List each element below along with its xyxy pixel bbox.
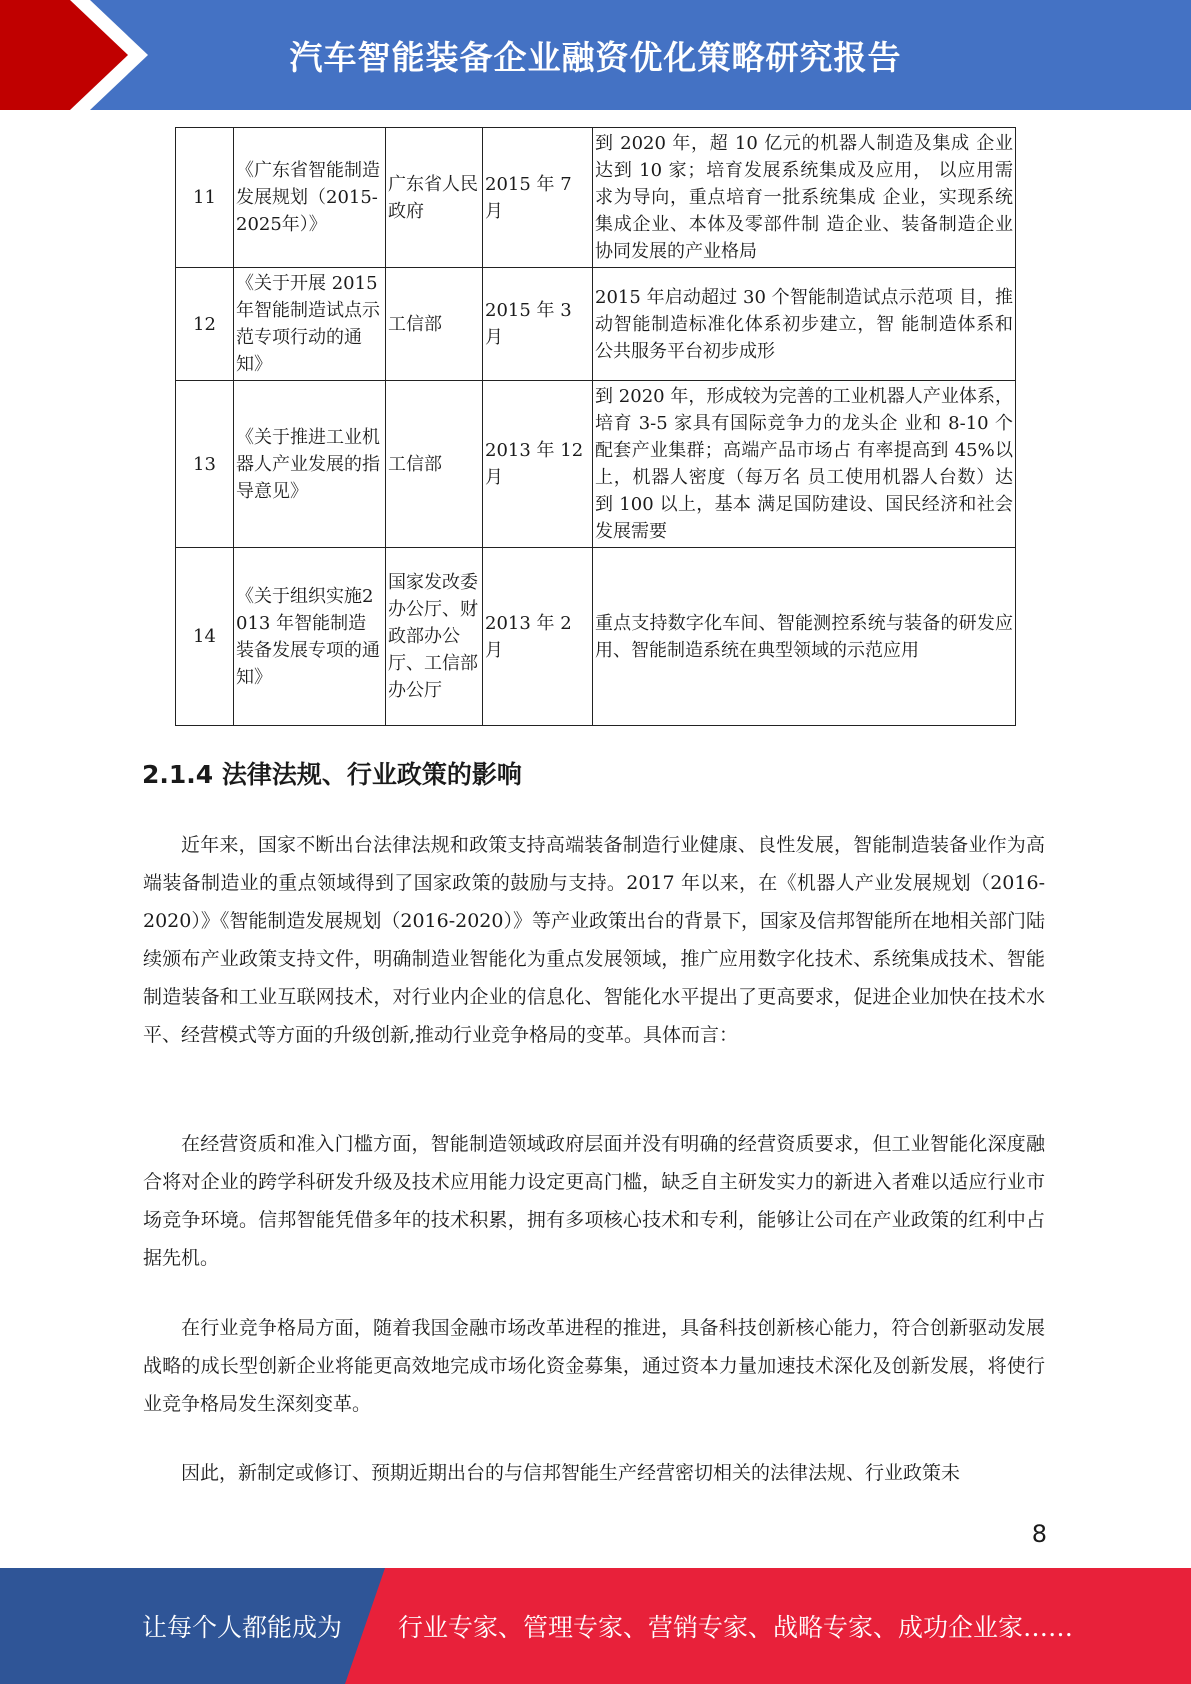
section-heading: 2.1.4 法律法规、行业政策的影响 [142,760,522,789]
header-arrow-decoration [0,0,150,110]
policy-goal: 到 2020 年，形成较为完善的工业机器人产业体系，培育 3-5 家具有国际竞争力的龙头企 业和 8-10 个配套产业集群；高端产品市场占 有率提高到 45%以上，机器人密度（每万名 员工使用机器人台数）达到 100 以上，基本 满足国防建设、国民经济和社会发展需要 [593,381,1016,548]
policy-name: 《关于组织实施2013 年智能制造装备发展专项的通知》 [234,548,386,726]
issuing-body: 工信部 [386,381,483,548]
page-footer [0,1568,1191,1684]
page-number: 8 [1031,1520,1047,1548]
issue-date: 2013 年 12 月 [483,381,593,548]
policy-table [175,127,1016,726]
table-row [176,381,1016,548]
table-row [176,268,1016,381]
issuing-body: 国家发改委办公厅、财政部办公厅、工信部办公厅 [386,548,483,726]
page-header [0,0,1191,110]
issue-date: 2013 年 2 月 [483,548,593,726]
table-row [176,548,1016,726]
body-paragraph: 因此，新制定或修订、预期近期出台的与信邦智能生产经营密切相关的法律法规、行业政策未 [181,1462,961,1484]
report-title: 汽车智能装备企业融资优化策略研究报告 [289,37,902,77]
body-paragraph: 近年来，国家不断出台法律法规和政策支持高端装备制造行业健康、良性发展，智能制造装备业作为高端装备制造业的重点领域得到了国家政策的鼓励与支持。2017 年以来，在《机器人产业发展规划（2016-2020）》《智能制造发展规划（2016-2020）》等产业政策出台的背景下，国家及信邦智能所在地相关部门陆续颁布产业政策支持文件，明确制造业智能化为重点发展领域，推广应用数字化技术、系统集成技术、智能制造装备和工业互联网技术，对行业内企业的信息化、智能化水平提出了更高要求，促进企业加快在技术水平、经营模式等方面的升级创新,推动行业竞争格局的变革。具体而言： [143,834,1045,1046]
row-number: 12 [176,268,234,381]
issue-date: 2015 年 3 月 [483,268,593,381]
issuing-body: 工信部 [386,268,483,381]
footer-slogan-left: 让每个人都能成为 [142,1613,343,1642]
policy-name: 《关于开展 2015年智能制造试点示范专项行动的通知》 [234,268,386,381]
body-paragraph: 在行业竞争格局方面，随着我国金融市场改革进程的推进，具备科技创新核心能力，符合创新驱动发展战略的成长型创新企业将能更高效地完成市场化资金募集，通过资本力量加速技术深化及创新发展，将使行业竞争格局发生深刻变革。 [143,1317,1045,1415]
policy-goal: 重点支持数字化车间、智能测控系统与装备的研发应用、智能制造系统在典型领域的示范应用 [593,548,1016,726]
issuing-body: 广东省人民政府 [386,128,483,268]
policy-name: 《关于推进工业机器人产业发展的指导意见》 [234,381,386,548]
row-number: 13 [176,381,234,548]
policy-name: 《广东省智能制造发展规划（2015-2025年）》 [234,128,386,268]
row-number: 11 [176,128,234,268]
row-number: 14 [176,548,234,726]
policy-goal: 到 2020 年，超 10 亿元的机器人制造及集成 企业达到 10 家；培育发展系统集成及应用， 以应用需求为导向，重点培育一批系统集成 企业，实现系统集成企业、本体及零部件制 造企业、装备制造企业协同发展的产业格局 [593,128,1016,268]
table-row [176,128,1016,268]
policy-goal: 2015 年启动超过 30 个智能制造试点示范项 目，推动智能制造标准化体系初步建立，智 能制造体系和公共服务平台初步成形 [593,268,1016,381]
body-paragraph: 在经营资质和准入门槛方面，智能制造领域政府层面并没有明确的经营资质要求，但工业智能化深度融合将对企业的跨学科研发升级及技术应用能力设定更高门槛，缺乏自主研发实力的新进入者难以适应行业市场竞争环境。信邦智能凭借多年的技术积累，拥有多项核心技术和专利，能够让公司在产业政策的红利中占据先机。 [143,1133,1045,1269]
issue-date: 2015 年 7 月 [483,128,593,268]
footer-slogan-right: 行业专家、管理专家、营销专家、战略专家、成功企业家…… [398,1613,1074,1642]
